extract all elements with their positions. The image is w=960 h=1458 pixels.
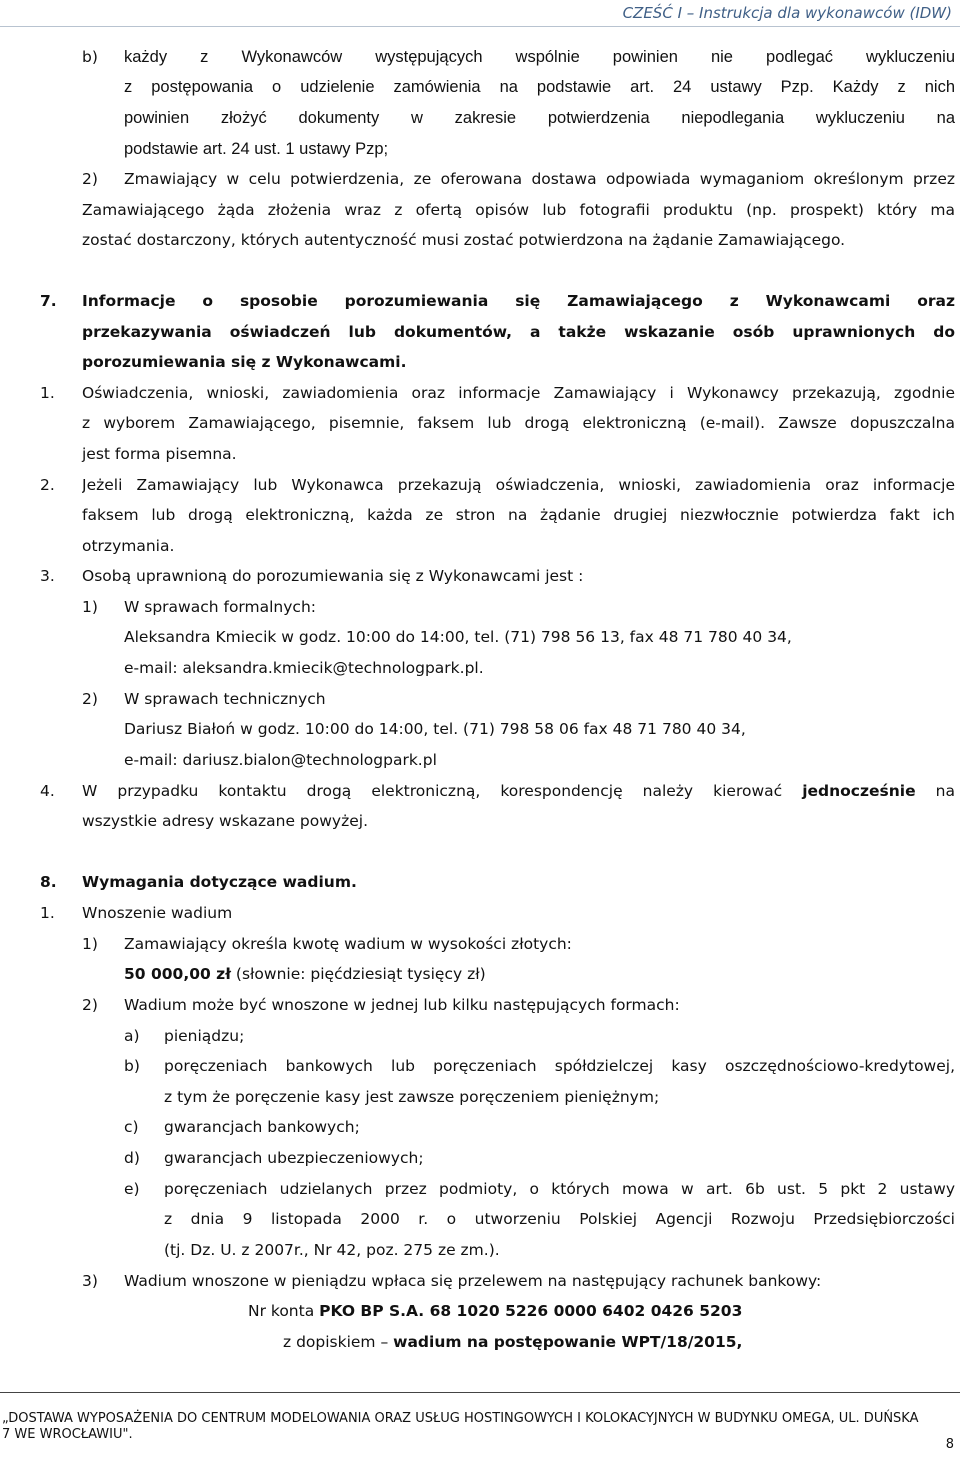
section-heading: porozumiewania się z Wykonawcami. [82,353,407,371]
bank-account: Nr konta PKO BP S.A. 68 1020 5226 0000 6402 0426 5203 [248,1302,743,1320]
text-line: W sprawach technicznych [124,690,326,708]
list-marker: 1. [40,384,55,402]
list-marker: 3) [82,1272,98,1290]
list-item: poręczeniach bankowych lub poręczeniach spółdzielczej kasy oszczędnościowo-kredytowej, [164,1057,955,1075]
list-marker: 2. [40,476,55,494]
list-item: gwarancjach ubezpieczeniowych; [164,1149,424,1167]
text-line: z wyborem Zamawiającego, pisemnie, faksem lub drogą elektroniczną (e-mail). Zawsze dopuszczalna [82,414,955,432]
list-marker: 4. [40,782,55,800]
text-line: zostać dostarczony, których autentyczność musi zostać potwierdzona na żądanie Zamawiającego. [82,231,846,249]
footer-text: „DOSTAWA WYPOSAŻENIA DO CENTRUM MODELOWANIA ORAZ USŁUG HOSTINGOWYCH I KOLOKACYJNYCH W BUDYNKU OMEGA, UL. DUŃSKA [2,1411,919,1426]
section-heading: Wymagania dotyczące wadium. [82,873,357,891]
list-marker: a) [124,1027,140,1045]
text-line: W przypadku kontaktu drogą elektroniczną, korespondencję należy kierować jednocześnie na [82,782,955,800]
list-marker: 1) [82,598,98,616]
text-line: W sprawach formalnych: [124,598,316,616]
list-marker: 1. [40,904,55,922]
text-line: Zamawiający określa kwotę wadium w wysokości złotych: [124,935,572,953]
transfer-title: z dopiskiem – wadium na postępowanie WPT/18/2015, [283,1333,743,1351]
text-line: wszystkie adresy wskazane powyżej. [82,812,368,830]
footer-text: 7 WE WROCŁAWIU". [2,1427,133,1442]
text-line: podstawie art. 24 ust. 1 ustawy Pzp; [124,140,389,158]
list-marker: c) [124,1118,139,1136]
list-marker: e) [124,1180,140,1198]
list-marker: 2) [82,690,98,708]
running-header: CZEŚĆ I – Instrukcja dla wykonawców (IDW) [622,4,952,22]
footer-rule [0,1392,960,1393]
list-marker: 2) [82,170,98,188]
list-marker: 1) [82,935,98,953]
list-item: z tym że poręczenie kasy jest zawsze poręczeniem pieniężnym; [164,1088,660,1106]
contact-line: Dariusz Białoń w godz. 10:00 do 14:00, tel. (71) 798 58 06 fax 48 71 780 40 34, [124,720,746,738]
list-item: poręczeniach udzielanych przez podmioty, o których mowa w art. 6b ust. 5 pkt 2 ustawy [164,1180,955,1198]
text-line: Jeżeli Zamawiający lub Wykonawca przekazują oświadczenia, wnioski, zawiadomienia oraz informacje [82,476,955,494]
text-line: z postępowania o udzielenie zamówienia na podstawie art. 24 ustawy Pzp. Każdy z nich [124,78,955,96]
list-item: pieniądzu; [164,1027,245,1045]
text-line: powinien złożyć dokumenty w zakresie potwierdzenia niepodlegania wykluczeniu na [124,109,955,127]
list-marker: 3. [40,567,55,585]
list-item: (tj. Dz. U. z 2007r., Nr 42, poz. 275 ze zm.). [164,1241,500,1259]
contact-email: e-mail: dariusz.bialon@technologpark.pl [124,751,437,769]
contact-line: Aleksandra Kmiecik w godz. 10:00 do 14:00, tel. (71) 798 56 13, fax 48 71 780 40 34, [124,628,792,646]
text-line: jest forma pisemna. [82,445,237,463]
list-marker: b) [124,1057,140,1075]
list-marker: b) [82,48,98,66]
list-marker: 2) [82,996,98,1014]
section-heading: Informacje o sposobie porozumiewania się Zamawiającego z Wykonawcami oraz [82,292,955,310]
list-item: z dnia 9 listopada 2000 r. o utworzeniu Polskiej Agencji Rozwoju Przedsiębiorczości [164,1210,955,1228]
text-line: każdy z Wykonawców występujących wspólnie powinien nie podlegać wykluczeniu [124,48,955,66]
text-line: faksem lub drogą elektroniczną, każda ze stron na żądanie drugiej niezwłocznie potwierdza fakt ich [82,506,955,524]
section-heading: przekazywania oświadczeń lub dokumentów, a także wskazanie osób uprawnionych do [82,323,955,341]
page-number: 8 [945,1437,954,1452]
text-line: Zmawiający w celu potwierdzenia, ze oferowana dostawa odpowiada wymaganiom określonym przez [124,170,955,188]
list-marker: d) [124,1149,140,1167]
text-line: Zamawiającego żąda złożenia wraz z ofertą opisów lub fotografii produktu (np. prospekt) który ma [82,201,955,219]
section-number: 8. [40,873,57,891]
header-rule [0,26,960,27]
section-number: 7. [40,292,57,310]
text-line: otrzymania. [82,537,175,555]
amount-line: 50 000,00 zł (słownie: pięćdziesiąt tysięcy zł) [124,965,486,983]
contact-email: e-mail: aleksandra.kmiecik@technologpark.pl. [124,659,484,677]
text-line: Wnoszenie wadium [82,904,233,922]
text-line: Wadium może być wnoszone w jednej lub kilku następujących formach: [124,996,680,1014]
text-line: Osobą uprawnioną do porozumiewania się z Wykonawcami jest : [82,567,584,585]
text-line: Wadium wnoszone w pieniądzu wpłaca się przelewem na następujący rachunek bankowy: [124,1272,822,1290]
list-item: gwarancjach bankowych; [164,1118,360,1136]
text-line: Oświadczenia, wnioski, zawiadomienia oraz informacje Zamawiający i Wykonawcy przekazują, zgodnie [82,384,955,402]
